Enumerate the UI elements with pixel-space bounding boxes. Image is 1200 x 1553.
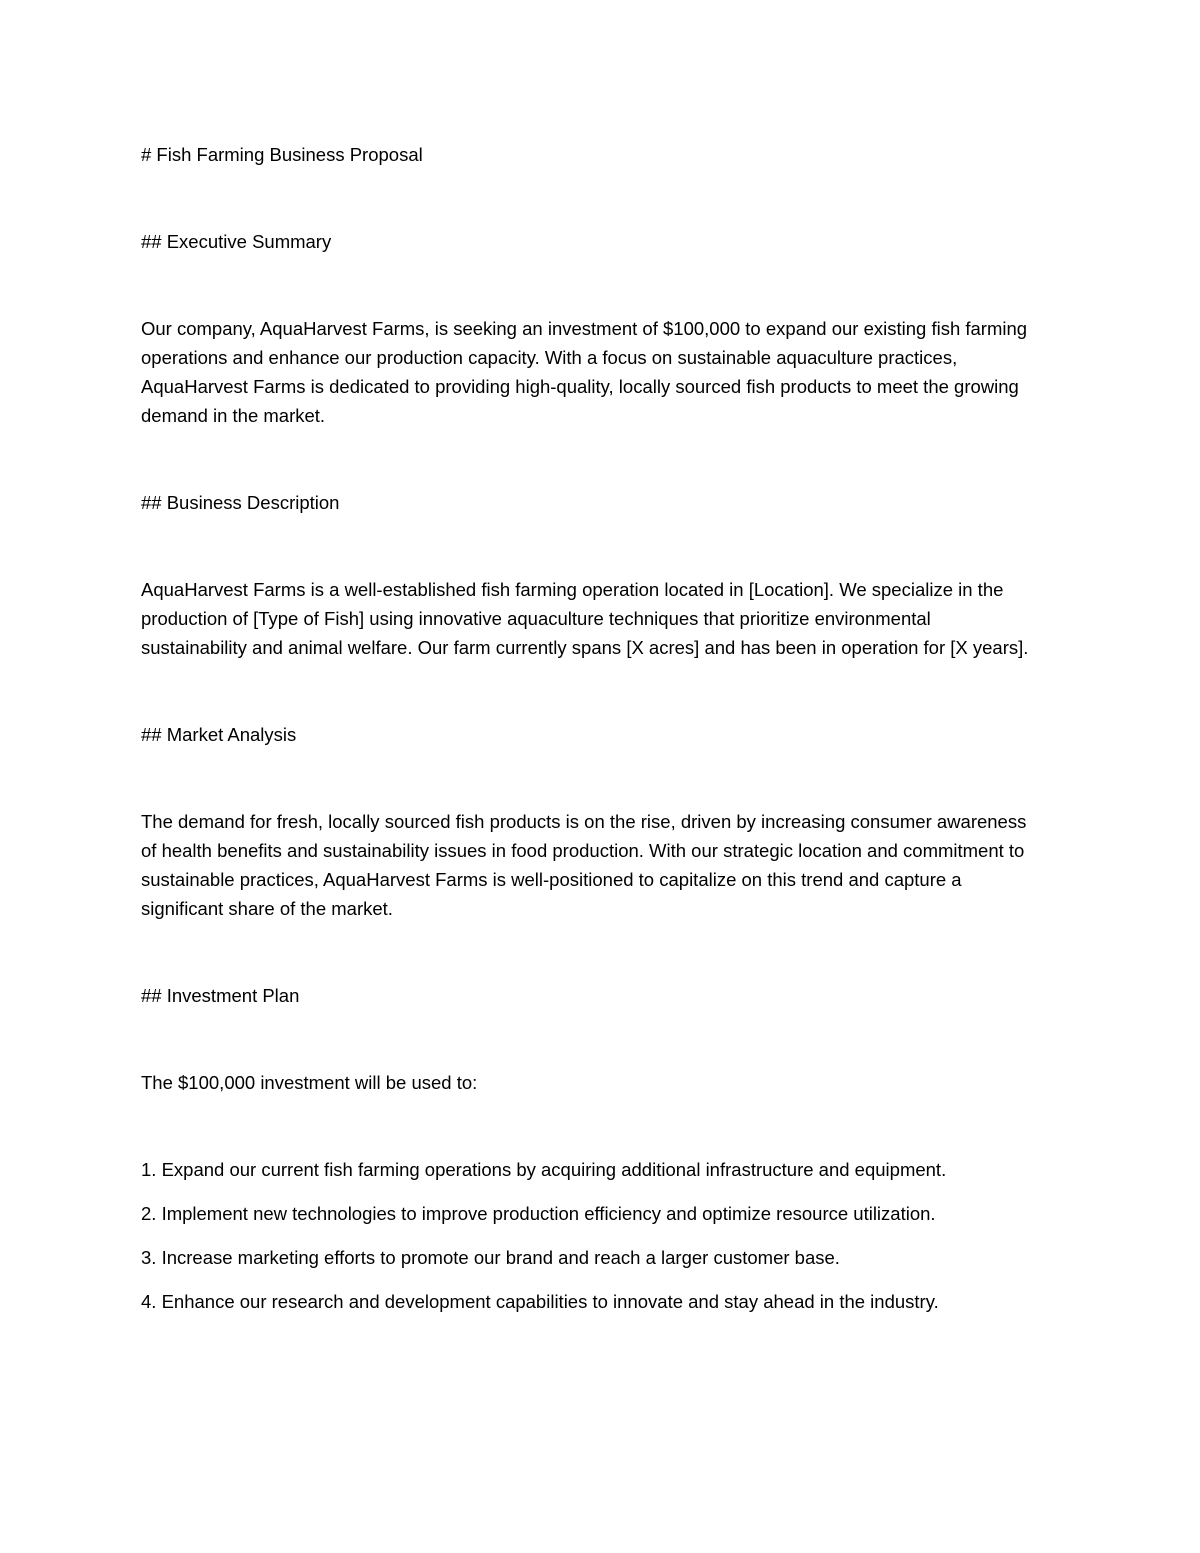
executive-summary-paragraph: Our company, AquaHarvest Farms, is seeking an investment of $100,000 to expand our existing fish farming operations and enhance our production capacity. With a focus on sustainable aquaculture practices, AquaHarvest Farms is dedicated to providing high-quality, locally sourced fish products to meet the growing demand in the market. bbox=[141, 318, 1028, 426]
investment-plan-intro: The $100,000 investment will be used to: bbox=[141, 1072, 478, 1093]
document-title: # Fish Farming Business Proposal bbox=[141, 144, 423, 165]
investment-plan-list bbox=[141, 1155, 1041, 1316]
business-description-paragraph: AquaHarvest Farms is a well-established fish farming operation located in [Location]. We specialize in the production of [Type of Fish] using innovative aquaculture techniques that prioritize environmental sustainability and animal welfare. Our farm currently spans [X acres] and has been in operation for [X years]. bbox=[141, 579, 1029, 658]
list-item: 4. Enhance our research and development capabilities to innovate and stay ahead in the industry. bbox=[141, 1291, 939, 1312]
section-heading-market-analysis: ## Market Analysis bbox=[141, 724, 297, 745]
section-heading-executive-summary: ## Executive Summary bbox=[141, 231, 332, 252]
document-body bbox=[141, 140, 1041, 1331]
section-heading-investment-plan: ## Investment Plan bbox=[141, 985, 300, 1006]
market-analysis-paragraph: The demand for fresh, locally sourced fish products is on the rise, driven by increasing consumer awareness of health benefits and sustainability issues in food production. With our strategic location and commitment to sustainable practices, AquaHarvest Farms is well-positioned to capitalize on this trend and capture a significant share of the market. bbox=[141, 811, 1027, 919]
list-item: 1. Expand our current fish farming operations by acquiring additional infrastructure and equipment. bbox=[141, 1159, 947, 1180]
section-heading-business-description: ## Business Description bbox=[141, 492, 340, 513]
list-item: 2. Implement new technologies to improve production efficiency and optimize resource utilization. bbox=[141, 1203, 936, 1224]
list-item: 3. Increase marketing efforts to promote our brand and reach a larger customer base. bbox=[141, 1247, 840, 1268]
